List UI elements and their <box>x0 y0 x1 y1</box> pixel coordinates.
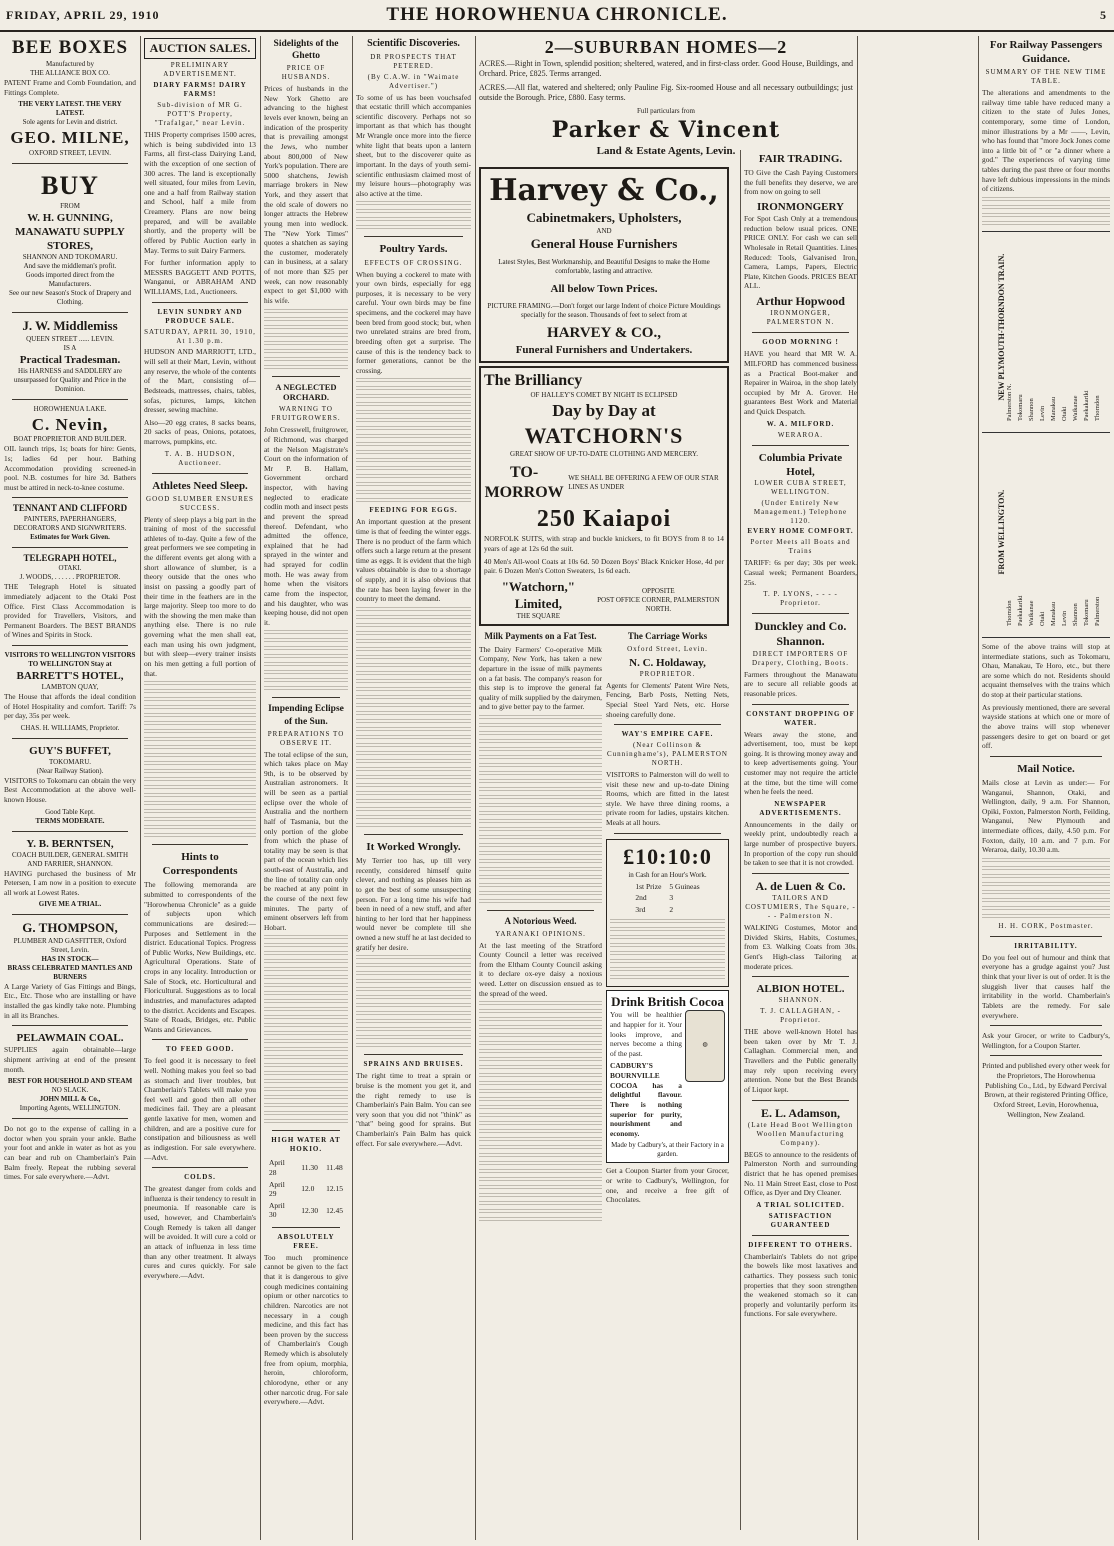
eclipse-heading: Impending Eclipse of the Sun. <box>268 704 344 727</box>
timetable-station: Thorndon <box>1094 395 1101 421</box>
absolute-heading: ABSOLUTELY FREE. <box>277 1232 335 1250</box>
timetable-station: Manakau <box>1050 396 1057 421</box>
wrongly-text: My Terrier too has, up till very recently, considered himself quite clever, and nothing as pleases him as to get the best of some unsuspecting person. For a long time his wife had been in need of a new stuff, and after hinting to her lord that her happiness would never be complete till she owned a new stuff he at last decided to gratify her desire. <box>356 856 471 952</box>
hints-heading: Hints to Correspondents <box>162 851 238 878</box>
milne-address: OXFORD STREET, LEVIN. <box>29 149 111 158</box>
albion-shannon: SHANNON. <box>778 996 823 1005</box>
general-furnishers: General House Furnishers <box>530 235 678 251</box>
berntsen-role: COACH BUILDER, GENERAL SMITH AND FARRIER, SHANNON. <box>11 850 129 868</box>
prize-ad <box>606 839 729 987</box>
importing-agents: Importing Agents, WELLINGTON. <box>19 1104 121 1113</box>
weed-text: At the last meeting of the Stratford County Council a letter was received from the Eltham County Council asking it to declare ox-eye daisy a noxious weed. Letter on discussion ensued as to the spread of the weed. <box>479 940 602 998</box>
cork: H. H. CORK, Postmaster. <box>998 921 1094 930</box>
telegraph-hotel: TELEGRAPH HOTEL, <box>23 552 117 563</box>
queen-street: QUEEN STREET ...... LEVIN. <box>26 334 114 343</box>
albion: ALBION HOTEL. <box>756 983 845 996</box>
home-comfort: EVERY HOME COMFORT. <box>747 527 854 536</box>
table-row: 1st Prize 5 Guineas <box>635 881 700 891</box>
rail-note: Some of the above trains will stop at intermediate stations, such as Tokomaru, Ohau, Manakau, Te Horo, etc., but there are some which do not. Residents should acquaint themselves with the trains which do stop at their particular stations. <box>982 641 1110 700</box>
lake-label: HOROWHENUA LAKE. <box>33 404 107 413</box>
hudson-text: HUDSON AND MARRIOTT, LTD., will sell at their Mart, Levin, without any reserve, the whole of the contents of the Mart, consisting of— Bedsteads, mattresses, chairs, tables, sofas, pictures, lamps, kitchen dresser, sewing machine. <box>144 347 256 415</box>
timetable-station: Waikanae <box>1072 395 1079 421</box>
column-rule <box>352 36 353 1540</box>
cocoa-ad <box>606 990 729 1164</box>
column-rule <box>978 36 979 1540</box>
column-rule <box>857 36 858 1540</box>
kaiapoi-text: NORFOLK SUITS, with strap and buckle knickers, to fit BOYS from 8 to 14 years of age at 12s 6d the suit. <box>484 534 724 554</box>
table-row: 3rd 2 <box>635 905 674 915</box>
hopwood: Arthur Hopwood <box>756 294 845 309</box>
terms-moderate: TERMS MODERATE. <box>35 816 105 825</box>
colds-text: The greatest danger from colds and influenza is their tendency to result in pneumonia. If reasonable care is used, however, and Chamberlain's Cough Remedy is taken all danger will be avoided. It will cure a cold or an attack of influenza in less time than any other treatment. It always cures and cures quickly. For sale everywhere.—Advt. <box>144 1184 256 1280</box>
poultry-text: When buying a cockerel to mate with your own birds, especially for egg purposes, it is necessary to be very careful. Your own birds may be fine specimens, and the cockerel may have been bred from good stock; but, when two unrelated strains are bred from, breeding often get a surprise. The cause of this is the tendency back to former generations, cannot be the crossing. <box>356 269 471 375</box>
pelawmain-coal: PELAWMAIN COAL. <box>16 1032 124 1045</box>
funeral: Funeral Furnishers and Undertakers. <box>515 344 693 357</box>
cocoa-tin-icon: ◍ <box>685 1010 725 1082</box>
dunckley-sub: DIRECT IMPORTERS OF Drapery, Clothing, Boots. <box>751 649 850 667</box>
woods: J. WOODS, . . . . . . PROPRIETOR. <box>19 573 121 582</box>
prelim-ad: PRELIMINARY ADVERTISEMENT. <box>163 61 237 79</box>
orchard-text: John Cresswell, fruitgrower, of Richmond, was charged at the Nelson Magistrate's Court on the information of Mr P. B. Hallam, Government orchard inspector, with having neglected to eradicate codlin moth and insect pests and prevent the spread thereof. Defendant, who admitted the offence, explained that he had sprayed in the winter and had sprayed for codlin moth. He was away from home when the visitors came from the inspector, and his daughter, who was keeping house, did not open it. <box>264 425 348 627</box>
timetable-1-title: NEW PLYMOUTH-THORNDON TRAIN. <box>996 253 1006 401</box>
timetable-station: Shannon <box>1028 398 1035 421</box>
pelawmain-text: SUPPLIES again obtainable—large shipment arriving at end of the present month. <box>4 1045 136 1074</box>
sprain-text: Do not go to the expense of calling in a doctor when you sprain your ankle. Bathe your foot and ankle in water as hot as you can bear and rub on Chamberlain's Pain Balm freely. Repeat the rubbing several times. For sale everywhere.—Advt. <box>4 1124 136 1182</box>
ghetto-text: Prices of husbands in the New York Ghetto are advancing to the highest levels ever known, being an indication of the prosperity that is prevailing amongst the Jews, who number about 800,000 of New York's population. There are 5000 shatchens, Jewish marriage brokers in New York, and they assert that the old scale of dowers no longer attracts the Hebrew young men into wedlock. The "New York Times" quotes a shatchen as saying the customer, moderately can in business, at a salary of not more than $25 per week, can now reasonably expect to get $1,000 with his wife. <box>264 84 348 305</box>
timetable-station: Levin <box>1039 405 1046 421</box>
cocoa-title: Drink British Cocoa <box>611 993 724 1009</box>
saturday-sale: SATURDAY, APRIL 30, 1910, At 1.30 p.m. <box>144 327 256 345</box>
athletes-text: Plenty of sleep plays a big part in the training of most of the successful athletes of to-day. Quite a few of the great performers we see competing in the different events get along with a short allowance of slumber, is a theory outside that the ones who insist on passing a goodly part of their time in the feathers are in the large majority. Sleep too more to do with the showing the men make than anything else. There is no rule governing what the men shall eat, each man using his own judgment, but with sleep—every trainer insists on his men getting a full portion of that. <box>144 514 256 678</box>
sprains-text: The right time to treat a sprain or bruise is the moment you get it, and the right remedy to use is Chamberlain's Pain Balm. You can see very soon that you did not "think" as "that" being good for sprains. But Chamberlain's Pain Balm has quick effect. For sale everywhere.—Advt. <box>356 1071 471 1148</box>
carriage-heading: The Carriage Works <box>627 631 708 642</box>
patent-text: PATENT Frame and Comb Foundation, and Fittings Complete. <box>4 78 136 97</box>
tomorrow: TO-MORROW <box>484 463 564 502</box>
constant-text: Wears away the stone, and advertisement, too, must be kept going. It is throwing money away and to keep advertisements going. Your customer may not require the article at the time, but the time will come when he feels the need. <box>744 729 857 797</box>
tariff: TARIFF: 6s per day; 30s per week. Casual week; Permanent Boarders, 25s. <box>744 558 857 587</box>
gunning-sub: And save the middleman's profit. <box>23 262 117 271</box>
ghetto-sub: PRICE OF HUSBANDS. <box>281 64 331 82</box>
thompson-role: PLUMBER AND GASFITTER, Oxford Street, Levin. <box>13 936 127 954</box>
hudson-name: T. A. B. HUDSON, Auctioneer. <box>164 449 236 467</box>
ironmongery: IRONMONGERY <box>756 200 844 213</box>
table-row: April 29 12.0 12.15 <box>269 1179 343 1199</box>
page-number: 5 <box>1100 8 1106 22</box>
timetable-1 <box>982 231 1110 433</box>
john-mill: JOHN MILL & Co., <box>39 1095 101 1104</box>
holdaway: N. C. Holdaway, <box>629 656 706 669</box>
sci-heading: Scientific Discoveries. <box>367 38 460 49</box>
newspaper-heading: NEWSPAPER ADVERTISEMENTS. <box>759 799 842 817</box>
weed-heading: A Notorious Weed. <box>504 916 577 927</box>
hints-text: The following memoranda are submitted to correspondents of the "Horowhenua Chronicle" as a guide of subjects upon which communications are desired:— Purposes and Settlement in the district. Educational Topics. Progress of Public Works, New Buildings, etc. Agricultural Operations. State of crops in any locality. Introduction or Sale of Stock, etc. Horticultural and Floricultural. Suggestions as to local industries, and manufactures adapted to the district. Accidents and Escapes. State of Roads, Bridges, etc. Public Wants and Grievances. <box>144 880 256 1034</box>
timetable-station: Thorndon <box>1006 600 1013 626</box>
picture-framing: PICTURE FRAMING.—Don't forget our large Indent of choice Picture Mouldings specially for the season. Thousands of feet to select from at <box>487 302 721 320</box>
column-4 <box>356 36 471 1536</box>
sprains-heading: SPRAINS AND BRUISES. <box>363 1060 464 1069</box>
rail-heading: For Railway Passengers Guidance. <box>989 39 1103 66</box>
halley: OF HALLEY'S COMET BY NIGHT IS ECLIPSED <box>530 391 678 399</box>
prize-amount: £10:10:0 <box>623 843 712 869</box>
trial-solicited: A TRIAL SOLICITED. <box>756 1200 845 1209</box>
carriage-address: Oxford Street, Levin. <box>627 644 708 653</box>
telegraph-text: THE Telegraph Hotel is situated immediately adjacent to the Otaki Post Office. First Class Accommodation is provided for Travellers, Visitors, and Permanent Boarders. The BEST BRANDS of Wines and Spirits in Stock. <box>4 582 136 640</box>
cabinetmakers: Cabinetmakers, Upholsters, <box>526 210 682 226</box>
adamson-text: BEGS to announce to the residents of Palmerston North and surrounding district that he has opened premises No. 11 Main Street East, close to Post Office, as Dyer and Dry Cleaner. <box>744 1149 857 1198</box>
is-a: IS A <box>63 343 77 352</box>
athletes-heading: Athletes Need Sleep. <box>152 479 248 492</box>
in-stock: HAS IN STOCK— <box>41 954 99 963</box>
timetable-station: Levin <box>1061 610 1068 626</box>
latest-styles: Latest Styles, Best Workmanship, and Beautiful Designs to make the Home comfortable, lasting and attractive. <box>498 258 710 276</box>
otaki: OTAKI. <box>58 564 82 573</box>
column-rule <box>140 36 141 1540</box>
columbia-address: LOWER CUBA STREET, WELLINGTON. <box>754 478 847 496</box>
orchard-sub: WARNING TO FRUITGROWERS. <box>271 405 341 423</box>
brass-mantles: BRASS CELEBRATED MANTLES AND BURNERS <box>7 963 133 981</box>
harvey-title-2: HARVEY & CO., <box>547 325 661 342</box>
best-household: BEST FOR HOUSEHOLD AND STEAM <box>7 1077 133 1086</box>
guys-text: VISITORS to Tokomaru can obtain the very Best Accommodation at the above well-known House. <box>4 775 136 804</box>
ghetto-heading: Sidelights of the Ghetto <box>273 39 339 62</box>
column-7 <box>982 36 1110 1536</box>
very-latest: THE VERY LATEST. THE VERY LATEST. <box>18 100 122 118</box>
dairy-farms: DIARY FARMS! DAIRY FARMS! <box>153 81 247 99</box>
column-rule <box>475 36 476 1540</box>
different-text: Chamberlain's Tablets do not gripe the bowels like most laxatives and cathartics. They possess such tonic properties that they soon strengthen the weakened stomach so it can properly and voluntarily perform its functions. For sale everywhere. <box>744 1251 857 1319</box>
timetable-station: Waikanae <box>1028 600 1035 626</box>
masthead-date: FRIDAY, APRIL 29, 1910 <box>6 8 160 22</box>
thompson-text: A Large Variety of Gas Fittings and Bings, Etc., Etc. Those who are installing or have installed the gas kindly take note. Plumbing in all its Branches. <box>4 981 136 1020</box>
milford: W. A. MILFORD. <box>766 419 835 428</box>
cash-hour: in Cash for an Hour's Work. <box>628 870 707 879</box>
table-row: April 28 11.30 11.48 <box>269 1158 343 1177</box>
timetable-station: Shannon <box>1072 603 1079 626</box>
column-1 <box>4 36 136 1536</box>
wrongly-heading: It Worked Wrongly. <box>366 840 461 853</box>
parker-sub: Land & Estate Agents, Levin. <box>596 144 736 157</box>
potts-text: THIS Property comprises 1500 acres, which is being subdivided into 13 Farms, all first-class Dairying Land, with the exception of one section of 300 acres. The land is exceptionally well situated, four miles from Levin, one and a half from Railway station and School, half a mile from Creamery. Plans are now being prepared, and will be available shortly, and the property will be offered by Public Auction early in May. Terms to suit Dairy Farmers. <box>144 130 256 255</box>
masthead <box>0 0 1114 32</box>
mail-heading: Mail Notice. <box>1017 762 1075 775</box>
also-text: Also—20 egg crates, 8 sacks beans, 20 sacks of peas, Onions, potatoes, marrows, pumpkins, etc. <box>144 417 256 447</box>
rail-note-2: As previously mentioned, there are several wayside stations at which one or more of the above trains will stop whenever passengers desire to get on board or get off. <box>982 702 1110 751</box>
gunning-address: SHANNON AND TOKOMARU. <box>22 253 118 262</box>
feeding-heading: FEEDING FOR EGGS. <box>369 506 458 515</box>
weraroa: WERAROA. <box>777 430 824 439</box>
deluen-sub: TAILORS AND COSTUMIERS, The Square, - - - Palmerston N. <box>745 894 856 921</box>
harvey-ad <box>479 167 729 363</box>
empire-text: VISITORS to Palmerston will do well to visit these new and up-to-date Dining Rooms, which are fitted in the latest style. We have three dining rooms, a private room for ladies, upstairs kitchen. Meals at all hours. <box>606 769 729 828</box>
middlemiss-name: J. W. Middlemiss <box>22 318 118 334</box>
suburban-homes: 2—SUBURBAN HOMES—2 <box>544 37 788 57</box>
feed-text: To feel good it is necessary to feel well. Nothing makes you feel so bad as stomach and liver troubles, but Chamberlain's Tablets will make you feel well and good then all other medicines fail. They are a pleasant gentle laxative for men, women and children, and are a positive cure for constipation and biliousness as well as indigestion. For sale everywhere.—Advt. <box>144 1056 256 1162</box>
column-rule <box>260 36 261 1540</box>
tide-table <box>264 1156 348 1222</box>
no-slack: NO SLACK. <box>51 1086 89 1095</box>
porter: Porter Meets all Boats and Trains <box>750 538 851 556</box>
feed-heading: TO FEED GOOD. <box>165 1045 235 1054</box>
timetable-station: Palmerston N. <box>1006 383 1013 421</box>
barretts-hotel: BARRETT'S HOTEL, <box>16 669 124 682</box>
harness-text: His HARNESS and SADDLERY are unsurpassed for Quality and Price in the Dominion. <box>13 366 127 393</box>
printed-by: Printed and published every other week for the Proprietors, The Horowhenua Publishing Co., Ltd., by Edward Percival Brown, at their registered Printing Office, Oxford Street, Levin, Horowhenua, Wellington, New Zealand. <box>982 1061 1110 1119</box>
fair-text-2: For Spot Cash Only at a tremendous reduction below usual prices. ONE PRICE ONLY. For cash we can sell Wholesale in Retail Quantities. Lines Reduced: Tools, Galvanised Iron, Camera, Lamps, Papers, Electric Plate, Kitchen Goods. PRICES BEAT ALL. <box>744 214 857 291</box>
adamson: E. L. Adamson, <box>760 1105 841 1120</box>
milford-text: HAVE you heard that MR W. A. MILFORD has commenced business as a Practical Boot-maker and Repairer in Wairoa, in the shop lately occupied by Mr A. Grover. He guarantees Best Work and Material and Quick Despatch. <box>744 349 857 416</box>
empire-cafe: WAY'S EMPIRE CAFE. <box>621 730 714 739</box>
irritability-text: Do you feel out of humour and think that everyone has a grudge against you? Just think that your liver is out of order. It is the sluggish liver that causes half the irritability in the world. Chamberlain's Tablets are the remedy. For sale everywhere. <box>982 952 1110 1020</box>
dunckley: Dunckley and Co. Shannon. <box>754 619 847 649</box>
column-6 <box>740 150 857 1530</box>
potts-property: Sub-division of MR G. POTT'S Property, "Trafalgar," near Levin. <box>154 101 246 128</box>
satisfaction: SATISFACTION GUARANTEED <box>768 1211 833 1229</box>
sole-agents: Sole agents for Levin and district. <box>22 118 118 127</box>
berntsen-name: Y. B. BERNTSEN, <box>26 837 114 850</box>
good-morning: GOOD MORNING ! <box>762 338 839 347</box>
absolute-text: Too much prominence cannot be given to the fact that it is dangerous to give cough medicines containing opium or other narcotics to children. Narcotics are not necessary in a cough medicine, and this fact has been proven by the success of Chamberlain's Cough Remedy which is absolutely free from opium, morphia, heroin, chloroform, chlorodyne, ether or any other narcotic drug. For sale everywhere.—Advt. <box>264 1252 348 1407</box>
constant-heading: CONSTANT DROPPING OF WATER. <box>746 709 855 727</box>
fair-trading: FAIR TRADING. <box>758 153 843 165</box>
rail-text: The alterations and amendments to the railway time table have reduced many a citizen to the state of Jules Jones, contemporary, some time of London, minor illustrations by a Mr ——, Levin, who has found that "more Jock Jones come into a little bit of " or "a dinner where a god." The experiences of varying time tables during the past three or four months have left dubious impressions in the minds of citizens. <box>982 88 1110 194</box>
feeding-text: An important question at the present time is that of feeding the winter eggs. There is no product of the farm which offers such a large return at the present time as eggs. It is evident that the high values obtainable is due to a shortage of supply, and it is also obvious that the rate has been laying fewer in the country to meet the demand. <box>356 517 471 604</box>
berntsen-text: HAVING purchased the business of Mr Petersen, I am now in a position to execute all work at Lowest Rates. <box>4 868 136 897</box>
orchard-heading: A NEGLECTED ORCHARD. <box>275 381 337 403</box>
great-show: GREAT SHOW OF UP-TO-DATE CLOTHING AND MERCERY. <box>510 449 698 458</box>
nevin-role: BOAT PROPRIETOR AND BUILDER. <box>13 435 127 444</box>
lambton-quay: LAMBTON QUAY, <box>41 682 99 691</box>
timetable-2 <box>982 437 1110 638</box>
holdaway-text: Agents for Clements' Patent Wire Nets, Fencing, Barb Posts, Netting Nets, Special Steel Yard Nets, etc. Horse shoeing carefully done. <box>606 680 729 719</box>
column-3 <box>264 36 348 1536</box>
columbia: Columbia Private Hotel, <box>758 451 843 478</box>
visitors-wellington: VISITORS TO WELLINGTON VISITORS TO WELLINGTON Stay at <box>4 651 136 668</box>
deluen: A. de Luen & Co. <box>755 878 846 893</box>
proprietor: PROPRIETOR. <box>639 669 696 678</box>
masthead-title: THE HOROWHENUA CHRONICLE. <box>386 4 728 25</box>
column-2 <box>144 36 256 1536</box>
buy-heading: BUY <box>41 171 99 201</box>
rail-sub: SUMMARY OF THE NEW TIME TABLE. <box>985 68 1107 86</box>
offering: WE SHALL BE OFFERING A FEW OF OUR STAR LINES AS UNDER <box>568 474 719 492</box>
acres-2: ACRES.—All flat, watered and sheltered; only Pauline Fig. Six-roomed House and all necessary outbuildings; just outside the Borough. Price, £880. Easy terms. <box>479 82 853 103</box>
adamson-sub: (Late Head Boot Wellington Woollen Manufacturing Company). <box>747 1120 854 1147</box>
timetable-station: Otaki <box>1061 406 1068 421</box>
nevin-name: C. Nevin, <box>31 414 109 434</box>
poultry-heading: Poultry Yards. <box>379 243 448 256</box>
tennant-name: TENNANT AND CLIFFORD <box>12 503 128 514</box>
practical-tradesman: Practical Tradesman. <box>19 353 121 366</box>
table-row: April 30 12.30 12.45 <box>269 1200 343 1220</box>
deluen-text: WALKING Costumes, Motor and Divided Skirts, Habits, Costumes, from £3. Walking Coats from 30s. Gent's High-class Tailoring at moderate prices. <box>744 923 857 971</box>
different-heading: DIFFERENT TO OTHERS. <box>748 1240 853 1249</box>
columbia-mgmt: (Under Entirely New Management.) Telephone 1120. <box>753 498 848 525</box>
day-by-day: Day by Day at <box>552 400 656 420</box>
estimates: Estimates for Work Given. <box>30 532 110 541</box>
cocoa-text: You will be healthier and happier for it. Your looks improve, and nerves become a thing of the past. <box>610 1010 682 1058</box>
auction-sales-heading: AUCTION SALES. <box>144 38 256 59</box>
fair-text: TO Give the Cash Paying Customers the full benefits they deserve, we are from now on going to sell <box>744 168 857 197</box>
timetable-station: Paekakariki <box>1017 595 1024 626</box>
kaiapoi-lines: 40 Men's All-wool Coats at 10s 6d. 50 Dozen Boys' Black Knicker Hose, 4d per pair. 6 Dozen Men's Cotton Sweaters, 1s 6d each. <box>484 556 724 576</box>
season-stock: See our new Season's Stock of Drapery and Clothing. <box>9 289 131 307</box>
timetable-station: Paekakariki <box>1083 390 1090 421</box>
brilliancy: The Brilliancy <box>484 371 583 389</box>
sci-sub: DR PROSPECTS THAT PETERED. <box>370 52 457 70</box>
opposite: OPPOSITE <box>642 586 675 595</box>
timetable-station: Otaki <box>1039 611 1046 626</box>
nevin-text: OIL launch trips, 1s; boats for hire: Gents, 1s; ladies 6d per hour. Bathing Accommodation providing screened-in pool. N.B. costumes for hire 3d. Bathers must be attired in neck-to-knee costume. <box>4 444 136 492</box>
good-table: Good Table Kept. <box>45 807 95 816</box>
lyons: T. P. LYONS, - - - - Proprietor. <box>763 590 838 608</box>
acres-1: ACRES.—Right in Town, splendid position; sheltered, watered, and in first-class order. Good House, Buildings, and Orchard. Price, £825. Terms arranged. <box>479 59 853 79</box>
newspaper-text: Announcements in the daily or weekly print, undoubtedly reach a large number of prospective buyers. In proportion of the copy run should be taken to see that it is not crowded. <box>744 819 857 868</box>
full-particulars: Full particulars from <box>637 106 695 115</box>
eclipse-sub: PREPARATIONS TO OBSERVE IT. <box>267 729 345 747</box>
dunckley-text: Farmers throughout the Manawatu are to secure all reliable goods at reasonable prices. <box>744 669 857 698</box>
near-station: (Near Railway Station). <box>36 766 104 775</box>
and-label: AND <box>596 226 612 235</box>
thompson-name: G. THOMPSON, <box>22 920 118 936</box>
bee-boxes-title: BEE BOXES <box>11 37 129 58</box>
parker-vincent: Parker & Vincent <box>551 116 781 143</box>
cadbury-text: CADBURY'S BOURNVILLE COCOA has a delightful flavour. There is nothing superior for purity, nourishment and economy. <box>610 1061 682 1138</box>
all-below: All below Town Prices. <box>550 283 658 296</box>
poultry-sub: EFFECTS OF CROSSING. <box>364 258 463 267</box>
guys-buffet: GUY'S BUFFET, <box>29 744 111 757</box>
irritability-heading: IRRITABILITY. <box>1014 941 1078 950</box>
mail-text: Mails close at Levin as under:— For Wanganui, Shannon, Otaki, and Wellington, daily, 9 a.m. For Shannon, Opiki, Foxton, Palmerston North, Feilding, Wanganui, New Plymouth and intermediate offices, daily, 4.50 p.m. For Foxton, daily, 10 a.m. and 7 p.m. For Weraroa, daily, 10.30 a.m. <box>982 777 1110 855</box>
give-trial: GIVE ME A TRIAL. <box>38 900 102 909</box>
sci-text: To some of us has been vouchsafed that ecstatic thrill which accompanies scientific discovery. Perhaps not so important as that which has thought Mr Wrangle once more into the fierce white light that beats upon a lantern sheet, but to the discoverer quite as important. In the days of youth semi-scientific enthusiasm claimed most of my leisure hours—photography was also active at the time. <box>356 92 471 198</box>
particulars: For further information apply to MESSRS BAGGETT AND POTTS, Wanganui, or ABRAHAM AND WILLIAMS, Ltd., Auctioneers. <box>144 258 256 297</box>
timetable-station: Manakau <box>1050 601 1057 626</box>
tokomaru: TOKOMARU. <box>48 757 92 766</box>
prize-table <box>630 880 704 917</box>
callaghan: T. J. CALLAGHAN, - Proprietor. <box>760 1007 841 1025</box>
taranaki: YARANAKI OPINIONS. <box>495 929 586 938</box>
timetable-station: Tokomaru <box>1083 599 1090 626</box>
bee-boxes-maker: Manufactured by THE ALLIANCE BOX CO. <box>30 60 110 78</box>
harvey-title: Harvey & Co., <box>489 172 719 208</box>
milne-name: GEO. MILNE, <box>10 128 130 148</box>
williams: CHAS. H. WILLIAMS, Proprietor. <box>20 723 120 732</box>
timetable-2-title: FROM WELLINGTON. <box>996 489 1006 575</box>
from-label: FROM <box>60 202 80 211</box>
goods-imported: Goods imported direct from the Manufacturers. <box>25 271 115 289</box>
hopwood-role: IRONMONGER, PALMERSTON N. <box>766 309 835 327</box>
watchorns: WATCHORN'S <box>524 422 684 448</box>
kaiapoi: 250 Kaiapoi <box>536 505 672 532</box>
watchorn-ad <box>479 366 729 627</box>
colds-heading: COLDS. <box>184 1173 216 1182</box>
post-office: POST OFFICE CORNER, PALMERSTON NORTH. <box>597 595 720 613</box>
timetable-station: Tokomaru <box>1017 394 1024 421</box>
milk-heading: Milk Payments on a Fat Test. <box>484 631 597 642</box>
cadbury-coupon: Ask your Grocer, or write to Cadbury's, Wellington, for a Coupon Starter. <box>982 1031 1110 1050</box>
watchorn-ltd: "Watchorn," Limited, <box>501 578 575 611</box>
cocoa-coupon: Get a Coupon Starter from your Grocer, or write to Cadbury's, Wellington, for one, and receive a free gift of Chocolates. <box>606 1166 729 1205</box>
empire-address: (Near Collinson & Cunninghame's), PALMERSTON NORTH. <box>607 741 728 768</box>
barretts-text: The House that affords the ideal condition of Hotel Hospitality and comfort. Tariff: 7s per day, 35s per week. <box>4 691 136 721</box>
athletes-sub: GOOD SLUMBER ENSURES SUCCESS. <box>146 494 254 512</box>
albion-text: THE above well-known Hotel has been taken over by Mr T. J. Callaghan. Commercial men, and Travellers and the Public generally may rely upon receiving every attention. None but the Best Brands of Liquor kept. <box>744 1027 857 1094</box>
cocoa-made: Made by Cadbury's, at their Factory in a garden. <box>611 1141 724 1159</box>
the-square: THE SQUARE <box>516 612 561 621</box>
levin-sundry: LEVIN SUNDRY AND PRODUCE SALE. <box>157 307 243 325</box>
high-water-heading: HIGH WATER AT HOKIO. <box>271 1136 341 1154</box>
timetable-station: Palmerston <box>1094 596 1101 626</box>
gunning-name: W. H. GUNNING, MANAWATU SUPPLY STORES, <box>15 212 125 253</box>
milk-text: The Dairy Farmers' Co-operative Milk Company, New York, has taken a new departure in the issue of milk payments on a fat basis. The company's reason for this step is to improve the general fat quality of milk supplied by the dairymen, and to give better pay to the farmer. <box>479 644 602 712</box>
table-row: 2nd 3 <box>635 893 674 903</box>
tennant-role: PAINTERS, PAPERHANGERS, DECORATORS AND SIGNWRITERS. <box>13 514 127 532</box>
eclipse-text: The total eclipse of the sun, which takes place on May 9th, is to be observed by Australian astronomers. It will be seen as a partial eclipse over the whole of Australia and the northern half of Tasmania, but the only portion of the globe from which the phase of totality may be seen is that part of the ocean which lies south-east of Australia, and the line of totality can only be reached at any point in the course of the next few minutes. The party of eminent observers left from Hobart. <box>264 749 348 932</box>
sci-by: (By C.A.W. in "Waimate Advertiser.") <box>367 72 460 90</box>
